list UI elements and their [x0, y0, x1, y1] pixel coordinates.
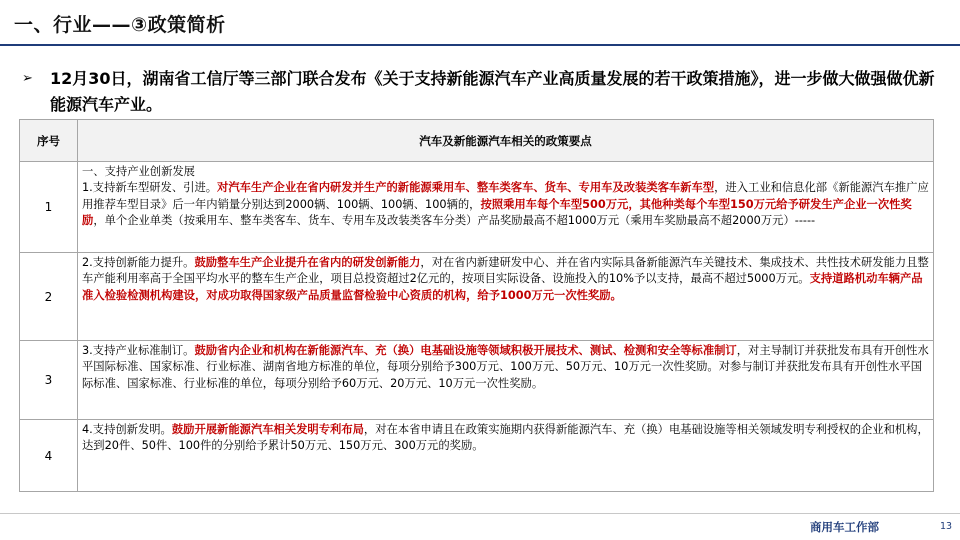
footer-divider — [0, 513, 960, 514]
highlight-segment: 对汽车生产企业在省内研发并生产的新能源乘用车、整车类客车、货车、专用车及改装类客车新车型 — [217, 181, 715, 195]
text-segment: 2.支持创新能力提升。 — [82, 256, 195, 269]
highlight-segment: 支持道路机动车辆产品准入检验检测机构建设，对成功取得国家级产品质量监督检验中心资质的机构，给予1000万元一次性奖励。 — [82, 272, 923, 302]
table-row — [20, 162, 934, 253]
row-number: 3 — [20, 341, 78, 420]
table-row — [20, 253, 934, 341]
intro-paragraph — [22, 66, 937, 118]
text-segment: ，对在省内新建研发中心、并在省内实际具备新能源汽车关键技术、集成技术、共性技术研发能力且整车产能利用率高于全国平均水平的整车生产企业，项目总投资超过2亿元的，按项目实际设备、设施投入的10%予以支持，最高不超过5000万元。 — [82, 256, 929, 286]
table-row — [20, 420, 934, 492]
text-segment: ，单个企业单类（按乘用车、整车类客车、货车、专用车及改装类客车分类）产品奖励最高不超1000万元（乘用车奖励最高不超2000万元）----- — [93, 213, 816, 227]
text-segment: 一、支持产业创新发展 1.支持新车型研发、引进。 — [82, 165, 218, 195]
table-header-row — [20, 120, 934, 162]
header-cell-points: 汽车及新能源汽车相关的政策要点 — [78, 120, 934, 162]
row-content — [78, 420, 934, 492]
title-divider — [0, 44, 960, 46]
highlight-segment: 鼓励开展新能源汽车相关发明专利布局 — [171, 423, 364, 436]
row-number: 2 — [20, 253, 78, 341]
page-title: 一、行业——③政策简析 — [14, 14, 226, 36]
text-segment: ，对主导制订并获批发布具有开创性水平国际标准、国家标准、行业标准、湖南省地方标准的单位，每项分别给予300万元、100万元、50万元、10万元一次性奖励。对参与制订并获批发布具有开创性水平国际标准、国家标准、行业标准的单位，每项分别给予60万元、20万元、10万元一次性奖励。 — [82, 344, 929, 390]
row-content — [78, 253, 934, 341]
text-segment: 4.支持创新发明。 — [82, 423, 172, 436]
highlight-segment: 鼓励省内企业和机构在新能源汽车、充（换）电基础设施等领域积极开展技术、测试、检测和安全等标准制订 — [194, 344, 737, 357]
arrow-bullet-icon: ➢ — [22, 71, 33, 86]
highlight-segment: 鼓励整车生产企业提升在省内的研发创新能力 — [194, 256, 421, 269]
intro-text: 12月30日，湖南省工信厅等三部门联合发布《关于支持新能源汽车产业高质量发展的若干政策措施》，进一步做大做强做优新能源汽车产业。 — [50, 69, 935, 114]
row-content — [78, 162, 934, 253]
table-row — [20, 341, 934, 420]
department-label: 商用车工作部 — [810, 520, 879, 534]
row-content — [78, 341, 934, 420]
text-segment: ，进入工业和信息化部《新能源汽车推广应用推荐车型目录》后一年内销量分别达到2000辆、100辆、100辆、100辆的， — [82, 181, 929, 211]
row-number: 1 — [20, 162, 78, 253]
page-number: 13 — [940, 521, 953, 532]
policy-table — [19, 119, 934, 492]
text-segment: 3.支持产业标准制订。 — [82, 344, 195, 357]
row-number: 4 — [20, 420, 78, 492]
highlight-segment: 按照乘用车每个车型500万元，其他种类每个车型150万元给予研发生产企业一次性奖励 — [82, 197, 912, 227]
header-cell-index: 序号 — [20, 120, 78, 162]
text-segment: ，对在本省申请且在政策实施期内获得新能源汽车、充（换）电基础设施等相关领域发明专利授权的企业和机构，达到20件、50件、100件的分别给予累计50万元、150万元、300万元的奖励。 — [82, 423, 929, 453]
